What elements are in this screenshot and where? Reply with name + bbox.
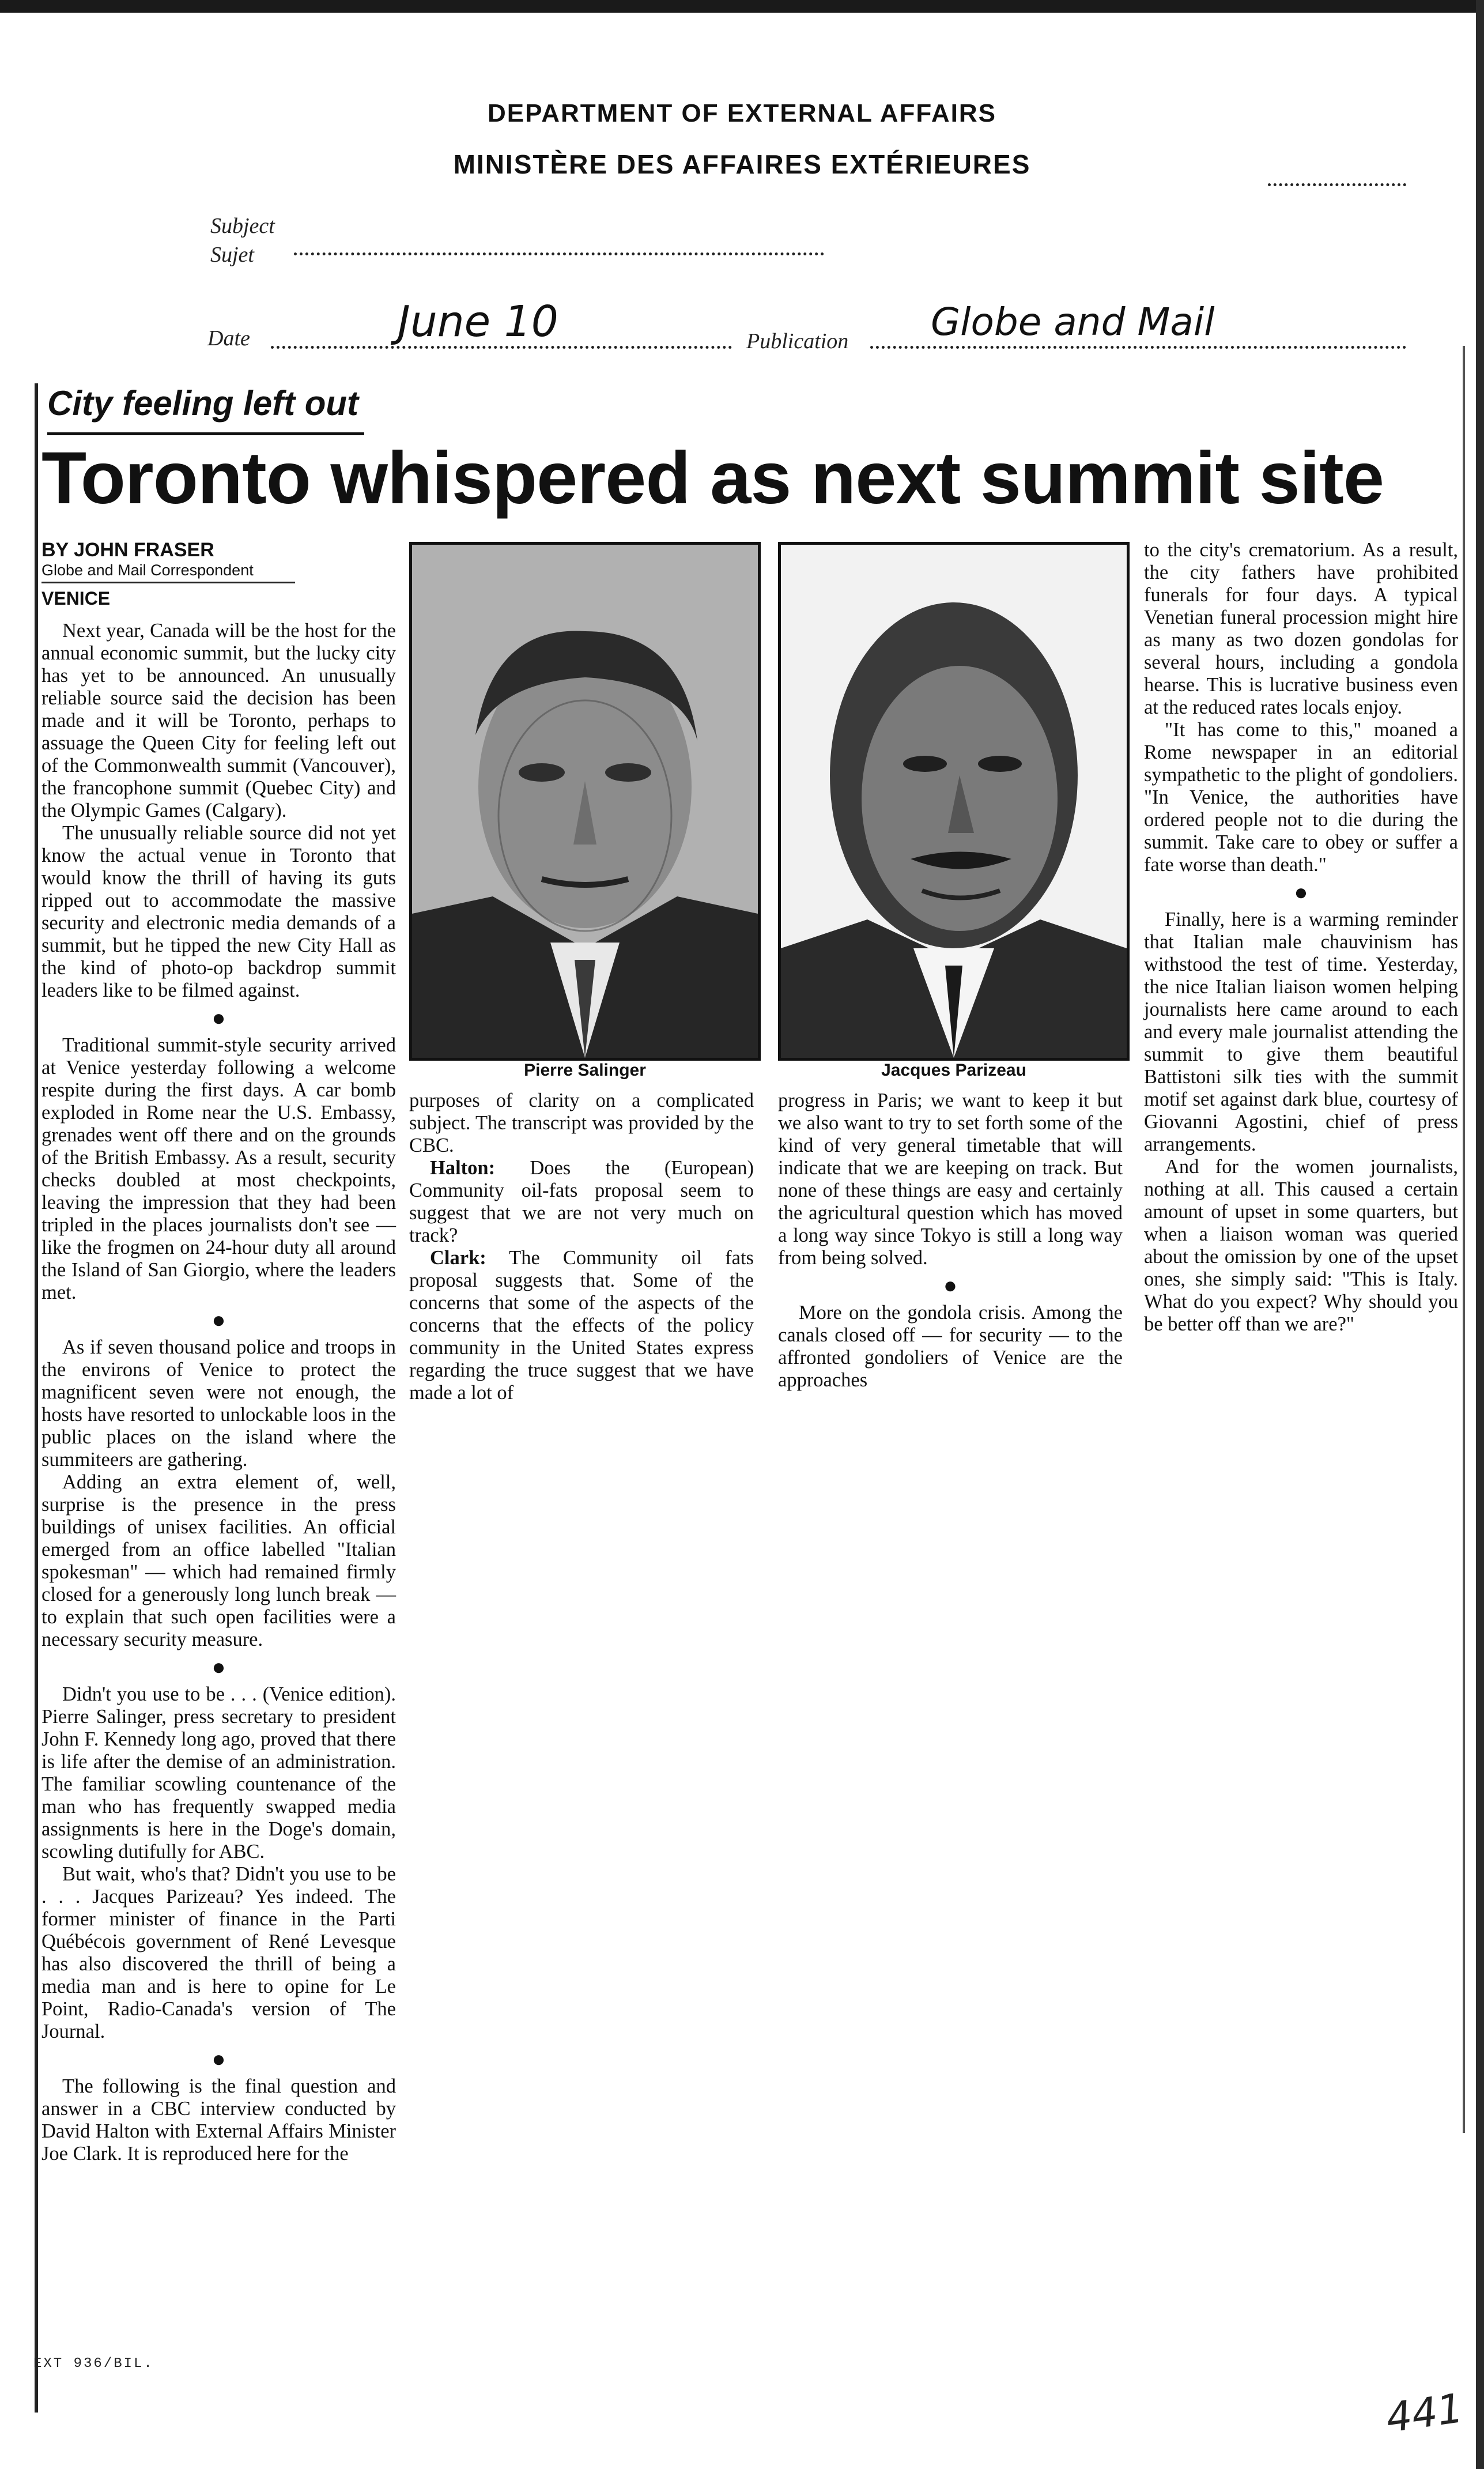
scan-right-edge bbox=[1476, 0, 1484, 2469]
article-column-2 bbox=[409, 1090, 754, 1404]
paragraph: But wait, who's that? Didn't you use to be . . . Jacques Parizeau? Yes indeed. The former minister of finance in the Parti Québécois government of René Levesque has also discovered the thrill of being a media man and is here to opine for Le Point, Radio-Canada's version of The Journal. bbox=[41, 1863, 396, 2042]
paragraph: Didn't you use to be . . . (Venice edition). Pierre Salinger, press secretary to president John F. Kennedy long ago, proved that there is life after the demise of an administration. The familiar scowling countenance of the man who has frequently swapped media assignments is here in the Doge's domain, scowling dutifully for ABC. bbox=[41, 1683, 396, 1863]
article-left-rule bbox=[35, 383, 38, 2413]
subject-label-fr: Sujet bbox=[210, 243, 254, 267]
photo-caption-salinger: Pierre Salinger bbox=[524, 1061, 646, 1080]
subject-dotted-line bbox=[294, 252, 824, 255]
paragraph: More on the gondola crisis. Among the canals closed off — for security — to the affronted gondoliers of Venice are the approaches bbox=[778, 1302, 1123, 1391]
subject-label: Subject bbox=[210, 214, 275, 238]
portrait-illustration bbox=[412, 545, 758, 1058]
article-column-4 bbox=[1144, 539, 1458, 1336]
paragraph: The following is the final question and answer in a CBC interview conducted by David Halton with External Affairs Minister Joe Clark. It is reproduced here for the bbox=[41, 2075, 396, 2165]
section-bullet: ● bbox=[943, 1272, 958, 1298]
byline: BY JOHN FRASER bbox=[41, 539, 214, 561]
article-headline: Toronto whispered as next summit site bbox=[41, 437, 1384, 519]
paragraph: progress in Paris; we want to keep it but we also want to try to set forth some of the kind of very general timetable that will indicate that we are keeping on track. But none of these things are easy and certainly the agricultural question which has moved a long way since Tokyo is still a long way from being solved. bbox=[778, 1090, 1123, 1269]
photo-pierre-salinger bbox=[409, 542, 761, 1061]
article-column-3 bbox=[778, 1090, 1123, 1392]
article-kicker: City feeling left out bbox=[47, 384, 358, 423]
reference-dotted-line bbox=[1268, 183, 1406, 186]
publication-label: Publication bbox=[746, 329, 849, 353]
section-bullet: ● bbox=[1294, 879, 1308, 905]
question-text: Does the (European) Community oil-fats proposal seem to suggest that we are not very much on track? bbox=[409, 1157, 754, 1246]
paragraph: The unusually reliable source did not yet know the actual venue in Toronto that would know the thrill of having its guts ripped out to accommodate the massive security and electronic media demands of a summit, but he tipped the new City Hall as the kind of photo-op backdrop summit leaders like to be filmed against. bbox=[41, 822, 396, 1001]
scan-right-fold bbox=[1463, 346, 1465, 2133]
section-bullet: ● bbox=[212, 1654, 226, 1680]
form-code: EXT 936/BIL. bbox=[33, 2356, 154, 2372]
date-label: Date bbox=[207, 326, 250, 350]
paragraph: Finally, here is a warming reminder that Italian male chauvinism has withstood the test of time. Yesterday, the nice Italian liaison women helping journalists here came around to each and every male journalist attending the summit to give them beautiful Battistoni silk ties with the summit motif set against dark blue, courtesy of Giovanni Agostini, chief of press arrangements. bbox=[1144, 909, 1458, 1155]
photo-caption-parizeau: Jacques Parizeau bbox=[881, 1061, 1026, 1080]
date-value: June 10 bbox=[398, 297, 558, 346]
article-column-1 bbox=[41, 620, 396, 2165]
interviewee-label: Clark: bbox=[430, 1247, 486, 1269]
paragraph bbox=[409, 1247, 754, 1404]
dateline: VENICE bbox=[41, 588, 111, 609]
paragraph: "It has come to this," moaned a Rome newspaper in an editorial sympathetic to the plight of gondoliers. "In Venice, the authorities have ordered people not to die during the summit. Take care to obey or suffer a fate worse than death." bbox=[1144, 719, 1458, 876]
paragraph: to the city's crematorium. As a result, the city fathers have prohibited funerals for four days. A typical Venetian funeral procession might hire as many as two dozen gondolas for several hours, including a gondola hearse. This is lucrative business even at the reduced rates locals enjoy. bbox=[1144, 539, 1458, 718]
department-title-fr: MINISTÈRE DES AFFAIRES EXTÉRIEURES bbox=[453, 149, 1031, 179]
paragraph: As if seven thousand police and troops in the environs of Venice to protect the magnificent seven were not enough, the hosts have resorted to unlockable loos in the public places on the island where the summiteers are gathering. bbox=[41, 1336, 396, 1471]
paragraph: Adding an extra element of, well, surprise is the presence in the press buildings of unisex facilities. An official emerged from an office labelled "Italian spokesman" — which had remained firmly closed for a generously long lunch break — to explain that such open facilities were a necessary security measure. bbox=[41, 1471, 396, 1650]
publication-value: Globe and Mail bbox=[931, 300, 1215, 344]
paragraph bbox=[409, 1157, 754, 1247]
paragraph: And for the women journalists, nothing at all. This caused a certain amount of upset in some quarters, but when a liaison woman was queried about the omission by one of the upset ones, she simply said: "This is Italy. What do you expect? Why should you be better off than we are?" bbox=[1144, 1156, 1458, 1335]
page-number: 441 bbox=[1383, 2384, 1466, 2442]
byline-block bbox=[41, 539, 410, 609]
byline-affiliation: Globe and Mail Correspondent bbox=[41, 561, 295, 583]
section-bullet: ● bbox=[212, 1307, 226, 1333]
scan-top-edge bbox=[0, 0, 1484, 13]
section-bullet: ● bbox=[212, 2046, 226, 2072]
department-title-en: DEPARTMENT OF EXTERNAL AFFAIRS bbox=[488, 99, 996, 127]
publication-dotted-line bbox=[870, 346, 1406, 349]
answer-text: The Community oil fats proposal suggests that. Some of the concerns that some of the aspects of the concerns that the effects of the policy community in the United States express regarding the truce suggest that we have made a lot of bbox=[409, 1247, 754, 1404]
paragraph: Next year, Canada will be the host for the annual economic summit, but the lucky city has yet to be announced. An unusually reliable source said the decision has been made and it will be Toronto, perhaps to assuage the Queen City for feeling left out of the Commonwealth summit (Vancouver), the francophone summit (Quebec City) and the Olympic Games (Calgary). bbox=[41, 620, 396, 821]
paragraph: Traditional summit-style security arrived at Venice yesterday following a welcome respite during the first days. A car bomb exploded in Rome near the U.S. Embassy, grenades went off there and on the grounds of the British Embassy. As a result, security checks doubled at most checkpoints, leaving the impression that they had been tripled in the places journalists don't see — like the frogmen on 24-hour duty all around the Island of San Giorgio, where the leaders met. bbox=[41, 1034, 396, 1303]
interviewer-label: Halton: bbox=[430, 1157, 496, 1179]
paragraph: purposes of clarity on a complicated subject. The transcript was provided by the CBC. bbox=[409, 1090, 754, 1156]
portrait-illustration bbox=[781, 545, 1127, 1058]
photo-jacques-parizeau bbox=[778, 542, 1130, 1061]
section-bullet: ● bbox=[212, 1005, 226, 1031]
kicker-underline bbox=[47, 432, 364, 435]
